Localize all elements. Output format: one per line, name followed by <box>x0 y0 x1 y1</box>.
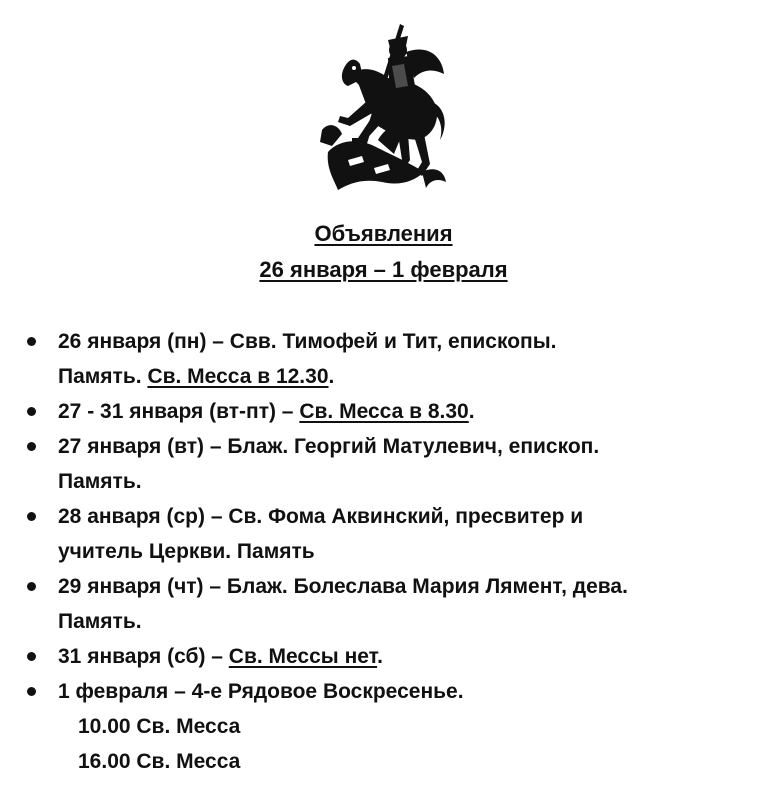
item-text: Память. <box>58 470 142 493</box>
st-george-dragon-icon <box>318 22 450 194</box>
no-mass-text: Св. Мессы нет <box>228 645 378 668</box>
item-text: Память. <box>58 365 148 388</box>
item-text: 1 февраля – 4-е Рядовое Воскресенье. <box>58 680 464 703</box>
bullet-icon <box>27 337 36 346</box>
item-text: . <box>377 645 383 668</box>
item-text: 27 - 31 января (вт-пт) – <box>58 400 300 423</box>
item-text: . <box>328 365 335 388</box>
item-text: Память. <box>58 610 142 633</box>
mass-time-text: Св. Месса в 8.30 <box>299 400 469 423</box>
mass-schedule-line: 10.00 Св. Месса <box>78 715 241 738</box>
item-text: 28 анваря (ср) – Св. Фома Аквинский, пресвитер и <box>58 505 584 528</box>
list-item <box>0 569 767 639</box>
list-item <box>0 639 767 674</box>
page-title: Объявления <box>314 221 453 246</box>
list-item <box>0 674 767 779</box>
mass-time-text: Св. Месса в 12.30 <box>147 365 329 388</box>
bullet-icon <box>27 582 36 591</box>
list-item <box>0 324 767 394</box>
announcement-list <box>0 324 767 779</box>
bullet-icon <box>27 512 36 521</box>
item-text: учитель Церкви. Память <box>58 540 315 563</box>
item-text: 31 января (сб) – <box>58 645 229 668</box>
bullet-icon <box>27 407 36 416</box>
bullet-icon <box>27 442 36 451</box>
item-text: 26 января (пн) – Свв. Тимофей и Тит, епископы. <box>58 330 557 353</box>
bullet-icon <box>27 687 36 696</box>
list-item <box>0 499 767 569</box>
list-item <box>0 429 767 499</box>
list-item <box>0 394 767 429</box>
mass-schedule-line: 16.00 Св. Месса <box>78 750 241 773</box>
item-text: 27 января (вт) – Блаж. Георгий Матулевич, епископ. <box>58 435 600 458</box>
date-range-subtitle: 26 января – 1 февраля <box>259 257 508 282</box>
item-text: 29 января (чт) – Блаж. Болеслава Мария Лямент, дева. <box>58 575 628 598</box>
bullet-icon <box>27 652 36 661</box>
item-text: . <box>468 400 475 423</box>
